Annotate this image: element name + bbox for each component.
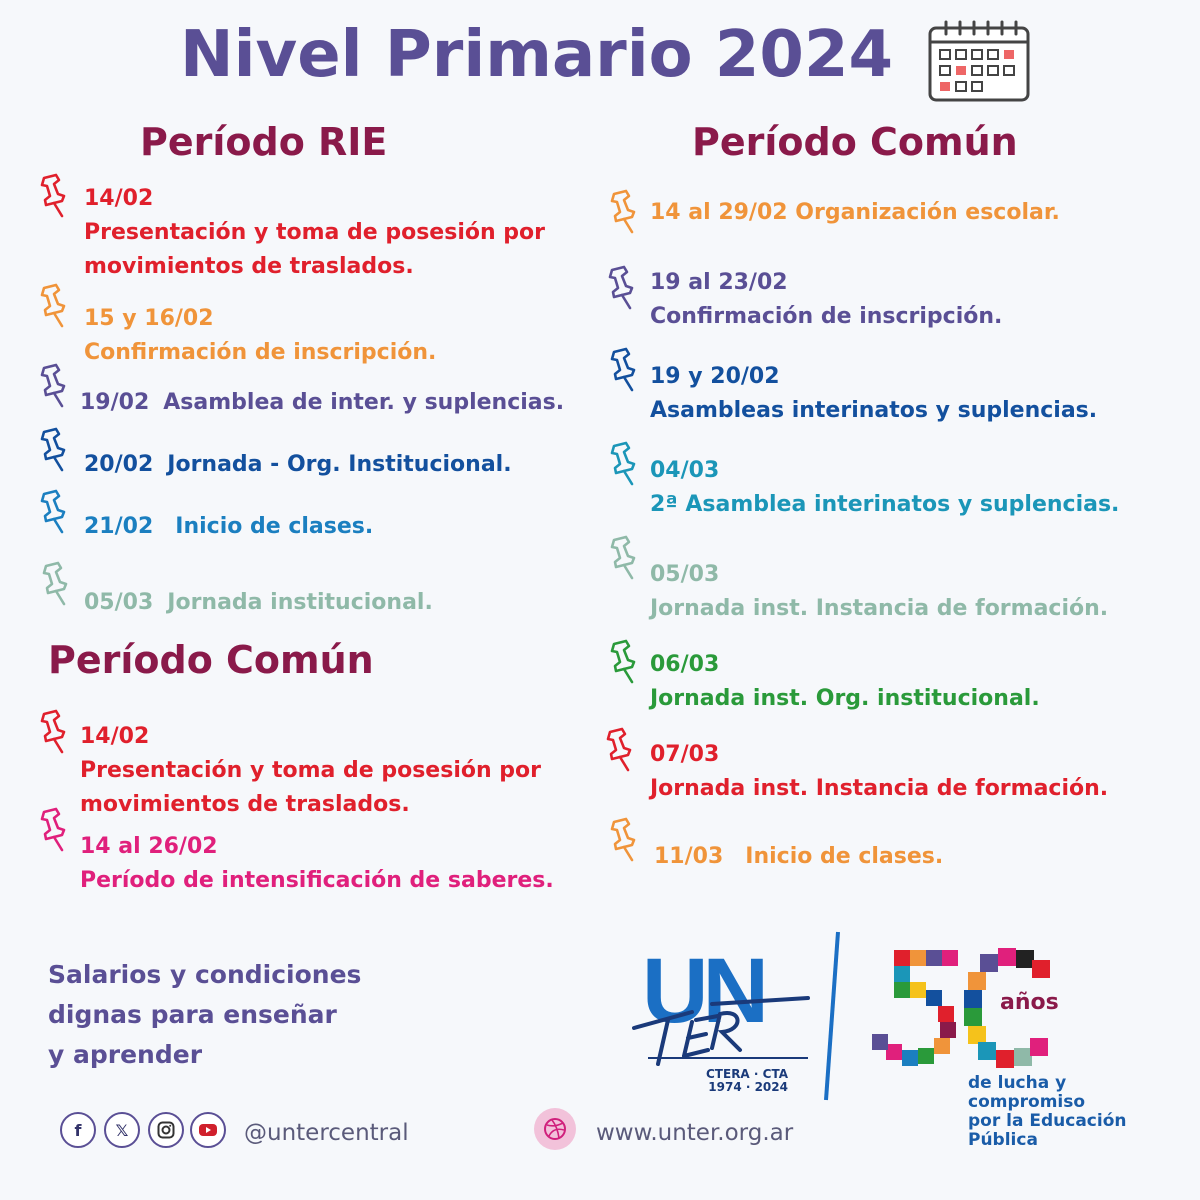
facebook-icon[interactable]: f	[60, 1112, 96, 1148]
event-text: Presentación y toma de posesión por	[80, 758, 542, 783]
calendar-icon	[926, 18, 1032, 104]
event-rie-4	[84, 448, 512, 482]
event-text: Período de intensificación de saberes.	[80, 868, 554, 893]
event-text: Presentación y toma de posesión por	[84, 220, 546, 245]
unter-subtitle	[706, 1068, 788, 1094]
anos-text: años	[1000, 990, 1059, 1015]
event-text: Jornada inst. Instancia de formación.	[650, 776, 1109, 801]
pushpin-icon	[600, 726, 640, 772]
event-comun-right-5	[650, 558, 1108, 626]
event-rie-1	[84, 182, 545, 284]
x-icon[interactable]: 𝕏	[104, 1112, 140, 1148]
event-date: 15 y 16/02	[84, 306, 214, 331]
lucha-line-1: de lucha y	[968, 1073, 1067, 1093]
pushpin-icon	[604, 534, 644, 580]
event-date: 05/03	[84, 590, 154, 615]
event-text: Confirmación de inscripción.	[84, 340, 437, 365]
event-text: 2ª Asamblea interinatos y suplencias.	[650, 492, 1120, 517]
website-link[interactable]: www.unter.org.ar	[596, 1120, 794, 1146]
event-date: 19 y 20/02	[650, 364, 780, 389]
event-comun-left-1	[80, 720, 541, 822]
pushpin-icon	[604, 188, 644, 234]
event-text: Asambleas interinatos y suplencias.	[650, 398, 1098, 423]
pushpin-icon	[34, 172, 74, 218]
ctera-text: CTERA · CTA	[706, 1067, 788, 1081]
event-text-2: movimientos de traslados.	[84, 254, 414, 279]
anniversary-tagline	[968, 1074, 1127, 1150]
event-text: Asamblea de inter. y suplencias.	[163, 390, 565, 415]
event-date: 07/03	[650, 742, 720, 767]
event-text: Organización escolar.	[795, 200, 1060, 225]
event-date: 14/02	[84, 186, 154, 211]
event-text: Inicio de clases.	[175, 514, 374, 539]
slogan-line-3: y aprender	[48, 1040, 203, 1069]
event-date: 05/03	[650, 562, 720, 587]
slogan-line-2: dignas para enseñar	[48, 1000, 337, 1029]
event-text: Jornada inst. Instancia de formación.	[650, 596, 1109, 621]
years-text: 1974 · 2024	[708, 1080, 788, 1094]
event-date: 14 al 26/02	[80, 834, 218, 859]
event-text: Jornada - Org. Institucional.	[167, 452, 512, 477]
pushpin-icon	[604, 440, 644, 486]
event-text: Jornada inst. Org. institucional.	[650, 686, 1040, 711]
event-rie-6	[84, 586, 433, 620]
pushpin-icon	[604, 638, 644, 684]
lucha-line-3: por la Educación	[968, 1111, 1127, 1131]
page-title: Nivel Primario 2024	[180, 18, 893, 92]
event-date: 04/03	[650, 458, 720, 483]
event-date: 20/02	[84, 452, 154, 477]
event-comun-right-4	[650, 454, 1119, 522]
event-comun-right-8	[654, 840, 943, 874]
event-rie-3	[80, 386, 564, 420]
event-rie-5	[84, 510, 373, 544]
section-heading-rie: Período RIE	[140, 120, 388, 164]
event-date: 14 al 29/02	[650, 200, 788, 225]
pushpin-icon	[604, 346, 644, 392]
event-comun-right-6	[650, 648, 1040, 716]
event-text: Inicio de clases.	[745, 844, 944, 869]
pushpin-icon	[34, 488, 74, 534]
slogan	[48, 955, 361, 1075]
lucha-line-2: compromiso	[968, 1092, 1086, 1112]
section-heading-comun-right: Período Común	[692, 120, 1018, 164]
event-date: 19 al 23/02	[650, 270, 788, 295]
event-comun-right-1	[650, 196, 1060, 230]
social-handle[interactable]: @untercentral	[244, 1120, 409, 1146]
pushpin-icon	[36, 560, 76, 606]
instagram-icon[interactable]	[148, 1112, 184, 1148]
event-date: 14/02	[80, 724, 150, 749]
event-text-2: movimientos de traslados.	[80, 792, 410, 817]
event-rie-2	[84, 302, 436, 370]
event-date: 21/02	[84, 514, 154, 539]
dribbble-glyph	[543, 1117, 567, 1141]
unter-logo-text: UN	[642, 944, 763, 1042]
event-text: Confirmación de inscripción.	[650, 304, 1003, 329]
section-heading-comun-left: Período Común	[48, 638, 374, 682]
event-comun-right-7	[650, 738, 1108, 806]
pushpin-icon	[34, 806, 74, 852]
event-date: 06/03	[650, 652, 720, 677]
event-text: Jornada institucional.	[167, 590, 433, 615]
event-date: 11/03	[654, 844, 724, 869]
event-date: 19/02	[80, 390, 150, 415]
divider-slash	[820, 930, 844, 1102]
dribbble-icon	[534, 1108, 576, 1150]
instagram-glyph	[157, 1121, 175, 1139]
youtube-glyph	[198, 1122, 218, 1138]
pushpin-icon	[602, 264, 642, 310]
lucha-line-4: Pública	[968, 1130, 1038, 1150]
event-comun-right-2	[650, 266, 1002, 334]
event-comun-left-2	[80, 830, 554, 898]
pushpin-icon	[604, 816, 644, 862]
youtube-icon[interactable]	[190, 1112, 226, 1148]
slogan-line-1: Salarios y condiciones	[48, 960, 362, 989]
pushpin-icon	[34, 708, 74, 754]
pushpin-icon	[34, 282, 74, 328]
event-comun-right-3	[650, 360, 1097, 428]
pushpin-icon	[34, 426, 74, 472]
pushpin-icon	[34, 362, 74, 408]
